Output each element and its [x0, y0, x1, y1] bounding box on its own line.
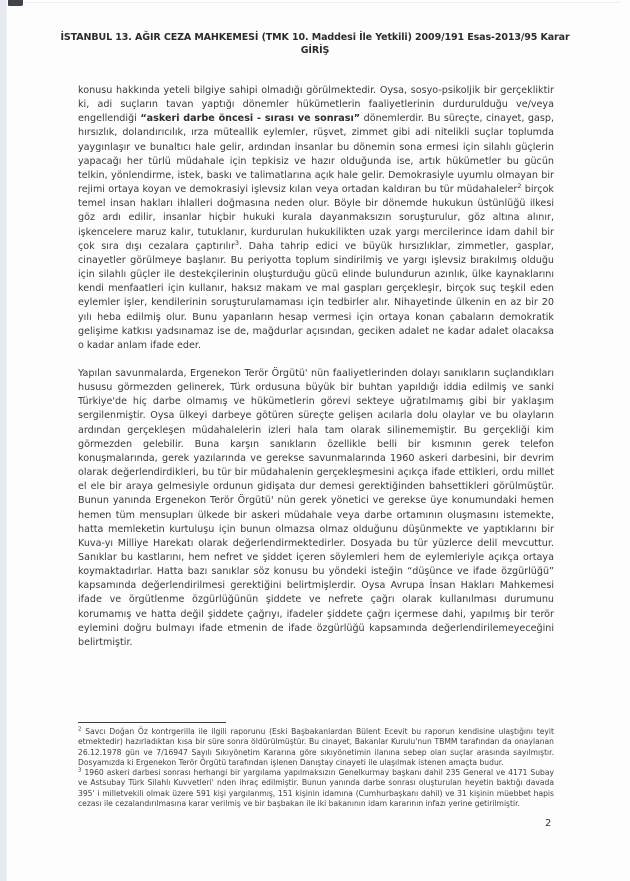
footnote-ref-2: 2: [517, 181, 522, 190]
p1-text-4: . Daha tahrip edici ve büyük hırsızlıklar, zimmetler, gasplar, cinayetler görülmeye başlanır. Bu periyotta toplum sindirilmiş ve yargı işlevsiz bırakılmış olduğu için silahlı güçler ile destekçilerinin oluşturduğu gücü elinde bulundurun azınlık, ülke kaynaklarını kendi menfaatleri için kullanır, haksız makam ve mal gaspları gerçekleşir, birçok suç teşkil eden eylemler işler, kendilerinin soruşturulamaması için tedbirler alır. Nihayetinde ülkenin en az bir 20 yılı heba edilmiş olur. Bunu yapanların hesap vermesi için ortaya konan çabaların demokratik gelişime katkısı yadsınamaz ise de, mağdurlar açısından, geciken adalet ne kadar adalet olacaksa o kadar anlam ifade eder.: [78, 240, 554, 351]
paragraph-2: Yapılan savunmalarda, Ergenekon Terör Örgütü' nün faaliyetlerinden dolayı sanıkların suçlandıkları hususu görmezden gelinerek, Türk ordusuna büyük bir buhtan yapıldığı iddia edilmiş ve sanki Türkiye'de hiç darbe olmamış ve hükümetlerin görevi sekteye uğratılmamış gibi bir yaklaşım sergilenmiştir. Oysa ülkeyi darbeye götüren süreçte gelişen acılarla dolu olaylar ve bu olayların ardından gerçekleşen müdahalelerin izleri hala tam olarak silinememiştir. Bu gerçekliği kim görmezden gelebilir. Buna karşın sanıkların özellikle belli bir kısmının gerek telefon konuşmalarında, gerek yazılarında ve gerekse savunmalarında 1960 askeri darbesini, bir devrim olarak değerlendirdikleri, bu tür bir müdahalenin gerçekleşmesini açıkça ifade ettikleri, ordu millet el ele bir araya gelmesiyle ordunun gidişata dur demesi gerektiğinden bahsettikleri görülmüştür. Bunun yanında Ergenekon Terör Örgütü' nün gerek yönetici ve gerekse üye konumundaki hemen hemen tüm mensupları ülkede bir askeri müdahale veya darbe ortamının oluşmasını istemekte, hatta memleketin kurtuluşu için bunun olmazsa olmaz olduğunu düşünmekte ve yaptıklarını bir Kuva-yı Milliye Harekatı olarak değerlendirmektedirler. Dosyada bu tür yüzlerce delil mevcuttur. Sanıklar bu kastlarını, hem nefret ve şiddet içeren söylemleri hem de eylemleriyle açıkça ortaya koymaktadırlar. Hatta bazı sanıklar söz konusu bu yöndeki isteğin “düşünce ve ifade özgürlüğü” kapsamında değerlendirilmesi gerektiğini belirtmişlerdir. Oysa Avrupa İnsan Hakları Mahkemesi ifade ve örgütlenme özgürlüğünün şiddete ve nefrete çağrı olarak kullanılması durumunu korumamış ve hatta değil şiddete çağrıyı, ifadeler şiddete çağrı içermese dahi, yapılmış bir terör eylemini doğru bulmayı ifade etmenin de ifade özgürlüğü kapsamında değerlendirilemeyeceğini belirtmiştir.: [78, 367, 554, 648]
p1-text-1: konusu hakkında yeteli bilgiye sahipi olmadığı görülmektedir. Oysa, sosyo-psikoljik bir gerçekliktir ki, adi suçların tavan yaptığı dönemler hükümetlerin faaliyetlerinin durdurulduğu ve/veya engellendiği: [78, 85, 554, 125]
p1-text-2: dönemlerdir. Bu süreçte, cinayet, gasp, hırsızlık, dolandırıcılık, ırza müteallik eylemler, rüşvet, zimmet gibi adi nitelikli suçlar toplumda yaygınlaşır ve bunaltıcı hale gelir, ardından insanlar bu dönemin sona ermesi için silahlı güçlerin yapacağı her türlü müdahale için tepkisiz ve hazır olduğunda ise, artık hükümetler bu gücün telkin, yönlendirme, istek, baskı ve talimatlarına açık hale gelir. Demokrasiyle uyumlu olmayan bir rejimi ortaya koyan ve demokrasiyi işlevsiz kılan veya ortadan kaldıran bu tür müdahaleler: [78, 113, 555, 196]
document-body: [78, 84, 554, 664]
scan-corner-mark: [8, 0, 23, 6]
footnote-3-text: 1960 askeri darbesi sonrası herhangi bir yargılama yapılmaksızın Genelkurmay başkanı dahil 235 General ve 4171 Subay ve Astsubay Türk Silahlı Kuvvetleri' nden ihraç edilmiştir. Bunun yanında darbe sonrası oluşturulan heyetin baktığı davada 395' i milletvekili olmak üzere 591 kişi yargılanmış, 151 kişinin idamına (Cumhurbaşkanı dahil) ve 31 kişinin müebbet hapis cezası ile cezalandırılmasına karar verilmiş ve bir başbakan ile iki bakanının idam kararının infazı yerine getirilmiştir.: [78, 768, 554, 809]
footnotes-section: [78, 722, 554, 809]
p1-bold-phrase: “askeri darbe öncesi - sırası ve sonrası”: [140, 113, 361, 125]
footnote-2-number: 2: [78, 726, 82, 733]
footnote-ref-3: 3: [234, 238, 240, 247]
footnote-2-text: Savcı Doğan Öz kontrgerilla ile ilgili raporunu (Eski Başbakanlardan Bülent Ecevit bu raporun kendisine ulaştığını teyit etmektedir) hazırladıktan kısa bir süre sonra öldürülmüştür. Bu cinayet, Bakanlar Kurulu'nun TBMM tarafından da onaylanan 26.12.1978 gün ve 7/16947 Sayılı Sıkıyönetim Kararına göre sıkıyönetimin ilanına sebep olan suçlar arasında sayılmıştır. Dosyamızda ki Ergenekon Terör Örgütü tarafından işlenen Danıştay cinayeti ile ulaşılmak istenen amaçta budur.: [78, 727, 554, 767]
footnote-separator: [78, 722, 226, 723]
document-header: [30, 31, 600, 57]
footnote-3-number: 3: [78, 767, 82, 774]
scan-top-line: [24, 2, 620, 3]
footnote-3: [78, 768, 554, 809]
section-title: GİRİŞ: [300, 45, 330, 56]
footnote-2: [78, 727, 554, 768]
p1-text-3: birçok temel insan hakları ihlalleri doğmasına neden olur. Böyle bir dönemde hukukun üstünlüğü ilkesi göz ardı edilir, insanlar hiçbir hukuki kurala dayanmaksızın soruşturulur, göz altına alınır, işkencelere maruz kalır, tutuklanır, kurdurulan hukukilikten uzak yargı mercilerince idam dahil bir çok sıra dışı cezalara çaptırılır: [78, 184, 554, 252]
page-number: 2: [545, 818, 552, 829]
court-title: İSTANBUL 13. AĞIR CEZA MAHKEMESİ (TMK 10. Maddesi İle Yetkili) 2009/191 Esas-2013/95 Karar: [60, 32, 570, 43]
scan-edge-strip: [0, 0, 7, 881]
paragraph-1: [78, 84, 554, 353]
